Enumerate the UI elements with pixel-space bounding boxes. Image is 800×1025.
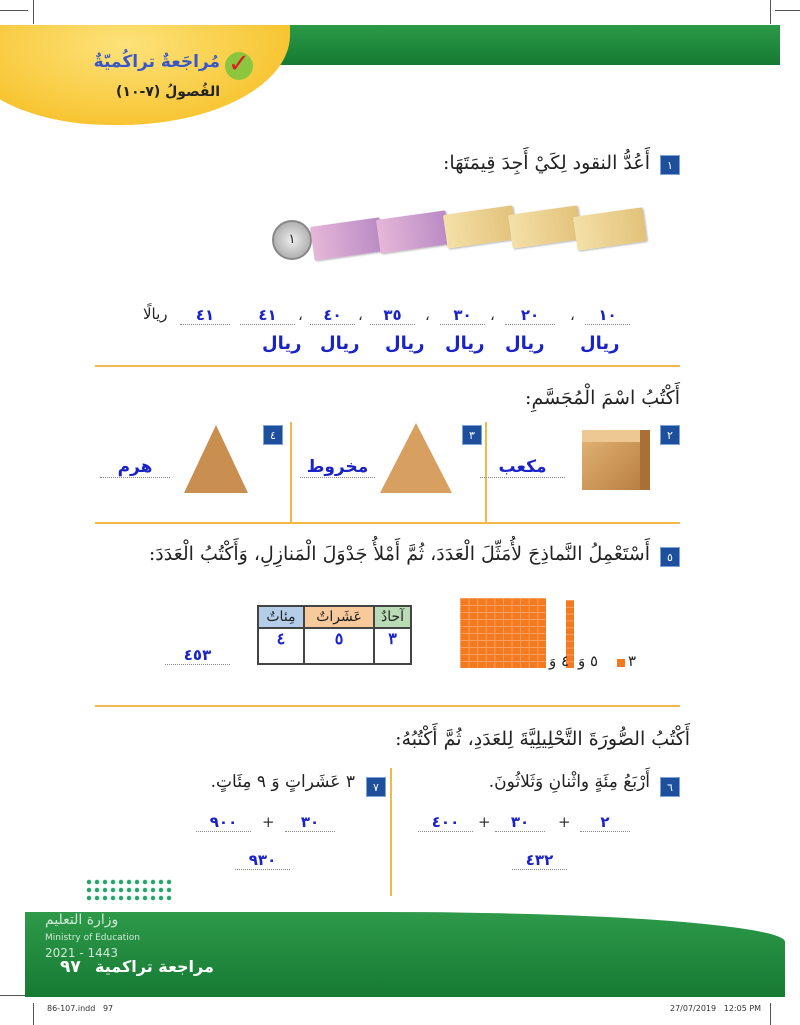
- check-icon: ✓: [225, 52, 253, 80]
- hundreds-block: [460, 598, 546, 668]
- crop-mark: [770, 0, 771, 24]
- question-1-prompt: أَعُدُّ النقود لِكَيْ أَجِدَ قِيمَتَهَا:: [442, 152, 650, 174]
- print-file-info: 86-107.indd 97: [47, 1004, 114, 1013]
- answer-blank[interactable]: ٣٠: [495, 813, 545, 832]
- solids-prompt: أَكْتُبُ اسْمَ الْمُجَسَّمِ:: [525, 387, 680, 409]
- banknote-image: [376, 210, 450, 253]
- footer-green-wave: [25, 912, 785, 997]
- riyal-label: ريال: [445, 333, 485, 354]
- crop-mark: [0, 995, 28, 996]
- answer-blank[interactable]: ٤٠٠: [418, 813, 473, 832]
- header-ones: آحادٌ: [374, 606, 411, 628]
- divider: [290, 422, 292, 522]
- ministry-name-ar: وزارة التعليم: [45, 912, 119, 928]
- crop-mark: [775, 10, 800, 11]
- header-hundreds: مِئاتٌ: [258, 606, 304, 628]
- cone-image: [380, 423, 452, 493]
- coin-image: ١: [272, 220, 312, 260]
- crop-mark: [770, 1003, 771, 1025]
- riyal-label: ريال: [385, 333, 425, 354]
- question-5-prompt: أَسْتَعْمِلُ النَّماذِجَ لأُمَثِّلَ الْعَدَدَ، ثُمَّ أَمْلأُ جَدْوَلَ الْمَنازِلِ، وَأَكْتُبُ الْعَدَدَ:: [148, 543, 650, 565]
- label-tens: ٥: [590, 652, 599, 670]
- crop-mark: [33, 0, 34, 24]
- answer-blank[interactable]: هرم: [100, 457, 170, 478]
- cell-hundreds[interactable]: ٤: [258, 628, 304, 664]
- banknote-image: [508, 205, 582, 248]
- riyal-label: ريال: [580, 333, 620, 354]
- edition-year: 2021 - 1443: [45, 946, 119, 960]
- crop-mark: [33, 1003, 34, 1025]
- expanded-form-prompt: أَكْتُبُ الصُّورَةَ التَّحْلِيلِيَّةَ لِلعَدَدِ، ثُمَّ أَكْتُبُهُ:: [395, 728, 690, 750]
- cube-image: [582, 430, 650, 490]
- answer-blank[interactable]: ١٠: [585, 306, 630, 325]
- crop-mark: [0, 10, 28, 11]
- footer-page-title: مراجعة تراكمية: [95, 957, 214, 976]
- place-value-table: [257, 605, 412, 665]
- answer-blank[interactable]: ٤٥٣: [165, 646, 230, 665]
- answer-blank[interactable]: ٤١: [240, 306, 295, 325]
- label-hundreds: ٤: [561, 652, 570, 670]
- model-label: ٤ وَ: [549, 652, 570, 670]
- answer-blank[interactable]: ٣٠: [285, 813, 335, 832]
- answer-blank[interactable]: ٣٠: [440, 306, 485, 325]
- riyal-label: ريال: [320, 333, 360, 354]
- page-number: ٩٧: [60, 957, 81, 977]
- cell-tens[interactable]: ٥: [304, 628, 374, 664]
- header-title: مُراجَعةٌ تراكُميّةٌ: [93, 52, 220, 72]
- header-tens: عَشَراتٌ: [304, 606, 374, 628]
- banknote-image: [443, 205, 517, 248]
- pyramid-image: [184, 425, 248, 493]
- answer-blank[interactable]: مكعب: [480, 457, 565, 478]
- answer-blank[interactable]: ٩٠٠: [196, 813, 251, 832]
- banknote-image: [573, 207, 647, 250]
- divider: [95, 365, 680, 367]
- banknote-image: [310, 217, 384, 260]
- cell-ones[interactable]: ٣: [374, 628, 411, 664]
- header-subtitle: الفُصولُ (٧-١٠): [116, 84, 220, 100]
- question-number-badge: ٢: [660, 425, 680, 445]
- label-ones: ٣: [628, 652, 637, 670]
- question-number-badge: ٤: [263, 425, 283, 445]
- question-number-badge: ٦: [660, 777, 680, 797]
- answer-blank[interactable]: ٣٥: [370, 306, 415, 325]
- divider: [390, 768, 392, 896]
- answer-blank-total[interactable]: ٤١: [180, 306, 230, 325]
- answer-blank[interactable]: ٩٣٠: [235, 851, 290, 870]
- question-number-badge: ١: [660, 155, 680, 175]
- divider: [95, 705, 680, 707]
- ministry-name-en: Ministry of Education: [45, 933, 140, 943]
- answer-blank[interactable]: ٤٠: [310, 306, 355, 325]
- question-7-text: ٣ عَشَراتٍ وَ ٩ مِئَاتٍ.: [210, 772, 355, 792]
- riyal-label: ريال: [262, 333, 302, 354]
- answer-blank[interactable]: ٤٣٢: [512, 851, 567, 870]
- answer-blank[interactable]: ٢: [580, 813, 630, 832]
- question-number-badge: ٣: [462, 425, 482, 445]
- answer-blank[interactable]: مخروط: [300, 457, 375, 478]
- unit-label: ريالًا: [143, 305, 168, 323]
- riyal-label: ريال: [505, 333, 545, 354]
- question-6-text: أَرْبَعُ مِئَةٍ واثْنانِ وَثَلاثُونَ.: [488, 772, 650, 792]
- divider: [95, 522, 680, 524]
- ministry-logo-dots: [85, 878, 173, 904]
- answer-blank[interactable]: ٢٠: [505, 306, 555, 325]
- unit-cube: [617, 659, 625, 667]
- question-number-badge: ٥: [660, 547, 680, 567]
- print-date: 27/07/2019 12:05 PM: [670, 1004, 762, 1013]
- question-number-badge: ٧: [366, 777, 386, 797]
